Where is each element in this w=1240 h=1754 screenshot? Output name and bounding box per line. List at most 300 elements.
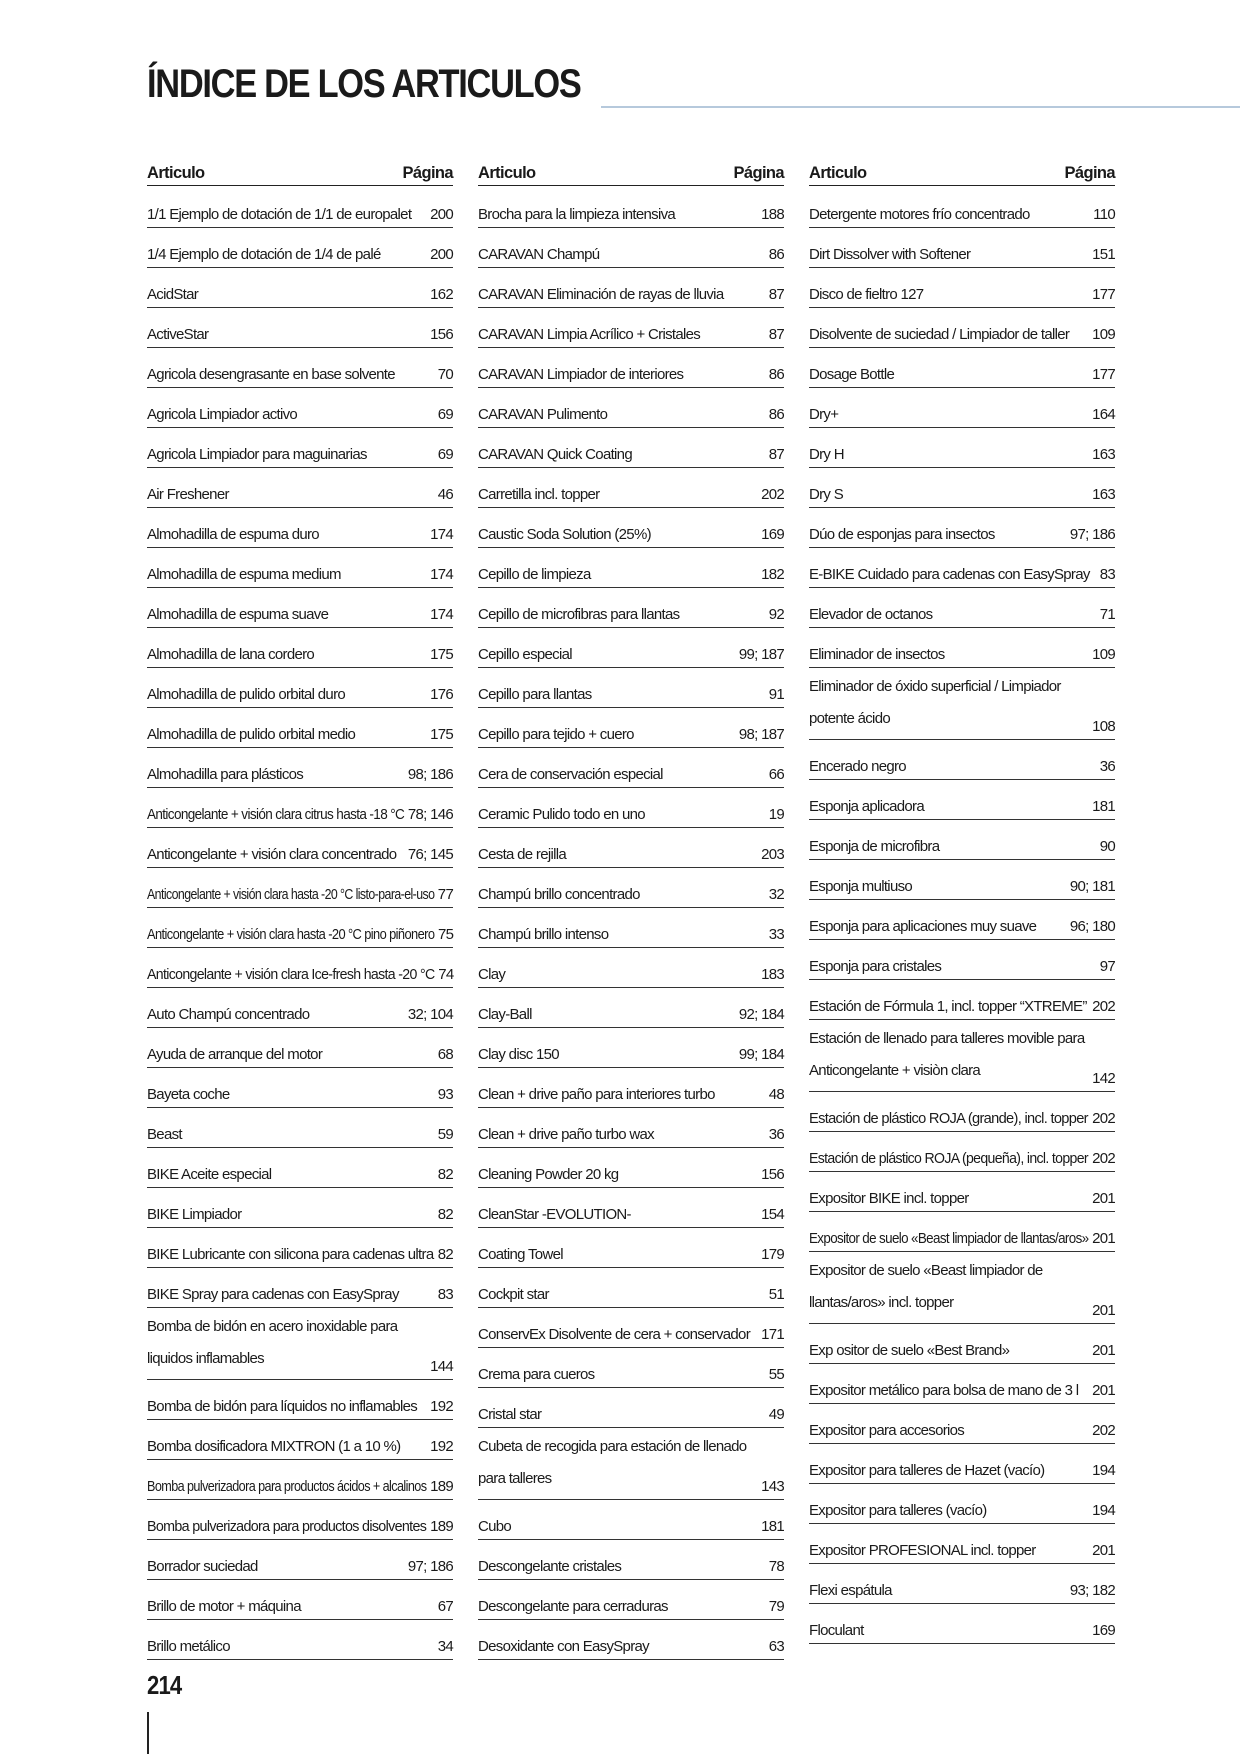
- article-name: Expositor de suelo «Beast limpiador de llantas/aros» incl. topper: [809, 1262, 1043, 1311]
- article-name: Cesta de rejilla: [478, 846, 567, 863]
- article-page: 98; 187: [738, 726, 784, 743]
- index-row: [809, 1524, 1115, 1564]
- article-page: 71: [1099, 606, 1115, 623]
- article-name: Expositor metálico para bolsa de mano de 3 l: [809, 1382, 1079, 1399]
- index-row: [809, 740, 1115, 780]
- article-page: 169: [761, 526, 784, 543]
- article-page: 77: [437, 886, 454, 903]
- index-row: [478, 1540, 784, 1580]
- article-name: Clean + drive paño para interiores turbo: [478, 1086, 715, 1103]
- index-row: [478, 668, 784, 708]
- index-column-1: [147, 160, 453, 1660]
- index-row: [147, 948, 453, 988]
- article-page: 142: [1092, 1070, 1115, 1087]
- index-row: [147, 1308, 453, 1380]
- article-name: Agricola Limpiador para maguinarias: [147, 446, 367, 463]
- index-row: [147, 508, 453, 548]
- article-page: 201: [1092, 1542, 1115, 1559]
- index-row: [809, 780, 1115, 820]
- article-page: 110: [1093, 206, 1115, 223]
- article-name: Esponja para cristales: [809, 958, 942, 975]
- article-page: 177: [1092, 286, 1115, 303]
- article-page: 68: [437, 1046, 453, 1063]
- article-page: 163: [1092, 486, 1115, 503]
- article-name: BIKE Lubricante con silicona para cadenas ultra: [147, 1246, 434, 1263]
- article-name: Anticongelante + visión clara Ice-fresh hasta -20 °C: [147, 966, 435, 983]
- article-name: Brillo de motor + máquina: [147, 1598, 301, 1615]
- article-name: Estación de plástico ROJA (grande), incl. topper: [809, 1110, 1088, 1127]
- article-page: 92; 184: [738, 1006, 784, 1023]
- index-row: [147, 308, 453, 348]
- article-page: 162: [430, 286, 453, 303]
- index-row: [809, 1324, 1115, 1364]
- page-title: ÍNDICE DE LOS ARTICULOS: [147, 62, 581, 106]
- article-page: 83: [1099, 566, 1115, 583]
- article-page: 78; 146: [407, 806, 453, 823]
- article-page: 194: [1092, 1502, 1115, 1519]
- article-name: Almohadilla para plásticos: [147, 766, 304, 783]
- index-row: [147, 1460, 453, 1500]
- article-page: 188: [761, 206, 784, 223]
- index-row: [147, 1108, 453, 1148]
- index-row: [809, 188, 1115, 228]
- index-row: [809, 1604, 1115, 1644]
- index-row: [809, 388, 1115, 428]
- index-rows: [809, 188, 1115, 1644]
- article-name: Flexi espátula: [809, 1582, 892, 1599]
- article-page: 202: [1092, 998, 1115, 1015]
- index-row: [809, 508, 1115, 548]
- article-name: Clean + drive paño turbo wax: [478, 1126, 654, 1143]
- index-row: [147, 828, 453, 868]
- index-row: [809, 1252, 1115, 1324]
- article-name: ConservEx Disolvente de cera + conservador: [478, 1326, 750, 1343]
- index-row: [147, 988, 453, 1028]
- article-page: 202: [761, 486, 784, 503]
- index-row: [147, 1580, 453, 1620]
- index-row: [809, 468, 1115, 508]
- index-row: [478, 1108, 784, 1148]
- article-page: 202: [1092, 1422, 1115, 1439]
- article-page: 156: [761, 1166, 784, 1183]
- index-row: [147, 468, 453, 508]
- article-page: 87: [768, 326, 784, 343]
- index-row: [809, 980, 1115, 1020]
- index-row: [478, 948, 784, 988]
- index-row: [809, 428, 1115, 468]
- article-page: 201: [1092, 1342, 1115, 1359]
- article-page: 163: [1092, 446, 1115, 463]
- index-row: [478, 628, 784, 668]
- article-page: 55: [768, 1366, 784, 1383]
- article-name: Bomba dosificadora MIXTRON (1 a 10 %): [147, 1438, 401, 1455]
- article-name: Cubeta de recogida para estación de llenado para talleres: [478, 1438, 747, 1487]
- article-name: Auto Champú concentrado: [147, 1006, 310, 1023]
- article-name: Estación de llenado para talleres movible para Anticongelante + visiòn clara: [809, 1030, 1085, 1079]
- index-row: [147, 1188, 453, 1228]
- article-name: BIKE Spray para cadenas con EasySpray: [147, 1286, 399, 1303]
- column-header-page: Página: [733, 164, 784, 182]
- article-name: Cubo: [478, 1518, 512, 1535]
- column-header-article: Articulo: [147, 164, 205, 182]
- article-name: Estación de plástico ROJA (pequeña), incl. topper: [809, 1150, 1088, 1167]
- article-name: Cepillo de limpieza: [478, 566, 591, 583]
- article-name: Cleaning Powder 20 kg: [478, 1166, 619, 1183]
- index-row: [809, 860, 1115, 900]
- index-row: [478, 388, 784, 428]
- index-row: [478, 188, 784, 228]
- article-page: 90; 181: [1069, 878, 1115, 895]
- article-page: 201: [1092, 1230, 1115, 1247]
- index-row: [478, 268, 784, 308]
- column-header-article: Articulo: [478, 164, 536, 182]
- article-name: BIKE Aceite especial: [147, 1166, 272, 1183]
- article-name: Brillo metálico: [147, 1638, 230, 1655]
- index-row: [147, 668, 453, 708]
- index-row: [478, 1580, 784, 1620]
- article-page: 171: [761, 1326, 784, 1343]
- index-row: [147, 588, 453, 628]
- index-row: [809, 268, 1115, 308]
- article-name: Detergente motores frío concentrado: [809, 206, 1030, 223]
- article-name: Champú brillo intenso: [478, 926, 609, 943]
- article-page: 109: [1092, 326, 1115, 343]
- article-page: 69: [437, 446, 453, 463]
- index-row: [478, 1188, 784, 1228]
- index-row: [478, 708, 784, 748]
- index-row: [809, 820, 1115, 860]
- article-name: Bomba pulverizadora para productos disolventes: [147, 1518, 427, 1535]
- article-page: 46: [437, 486, 453, 503]
- article-name: Agricola desengrasante en base solvente: [147, 366, 395, 383]
- index-row: [147, 228, 453, 268]
- article-page: 192: [430, 1438, 453, 1455]
- index-row: [147, 1228, 453, 1268]
- article-page: 78: [768, 1558, 784, 1575]
- index-row: [478, 1428, 784, 1500]
- index-row: [809, 1132, 1115, 1172]
- article-page: 200: [430, 206, 453, 223]
- index-row: [147, 1148, 453, 1188]
- article-name: 1/1 Ejemplo de dotación de 1/1 de europalet: [147, 206, 412, 223]
- article-name: Disolvente de suciedad / Limpiador de taller: [809, 326, 1070, 343]
- article-name: Dry S: [809, 486, 844, 503]
- article-name: Crema para cueros: [478, 1366, 595, 1383]
- article-name: Almohadilla de espuma duro: [147, 526, 319, 543]
- title-rule: [601, 106, 1240, 108]
- index-row: [809, 1404, 1115, 1444]
- article-name: Anticongelante + visión clara hasta -20 °C listo-para-el-uso: [147, 886, 435, 903]
- index-row: [809, 1484, 1115, 1524]
- article-name: Floculant: [809, 1622, 864, 1639]
- index-row: [478, 1228, 784, 1268]
- article-name: Bomba de bidón en acero inoxidable para liquidos inflamables: [147, 1318, 398, 1367]
- article-page: 98; 186: [407, 766, 453, 783]
- article-page: 87: [768, 286, 784, 303]
- article-name: Clay-Ball: [478, 1006, 532, 1023]
- index-row: [809, 900, 1115, 940]
- article-page: 59: [437, 1126, 453, 1143]
- index-rows: [147, 188, 453, 1660]
- article-page: 151: [1092, 246, 1115, 263]
- index-rows: [478, 188, 784, 1660]
- article-name: CARAVAN Quick Coating: [478, 446, 632, 463]
- index-row: [478, 868, 784, 908]
- article-name: Eliminador de insectos: [809, 646, 945, 663]
- index-row: [147, 268, 453, 308]
- article-page: 189: [430, 1518, 453, 1535]
- index-row: [478, 1308, 784, 1348]
- index-row: [809, 308, 1115, 348]
- index-row: [147, 348, 453, 388]
- article-name: Ayuda de arranque del motor: [147, 1046, 323, 1063]
- article-name: Dirt Dissolver with Softener: [809, 246, 971, 263]
- article-page: 79: [768, 1598, 784, 1615]
- article-page: 33: [768, 926, 784, 943]
- article-page: 175: [430, 726, 453, 743]
- article-name: Elevador de octanos: [809, 606, 933, 623]
- article-name: Exp ositor de suelo «Best Brand»: [809, 1342, 1010, 1359]
- article-name: Beast: [147, 1126, 182, 1143]
- article-name: Dúo de esponjas para insectos: [809, 526, 995, 543]
- article-name: Brocha para la limpieza intensiva: [478, 206, 676, 223]
- index-row: [147, 1500, 453, 1540]
- index-row: [478, 348, 784, 388]
- index-row: [809, 1212, 1115, 1252]
- article-name: Clay: [478, 966, 506, 983]
- article-name: Anticongelante + visión clara hasta -20 °C pino piñonero: [147, 926, 435, 943]
- article-name: Borrador suciedad: [147, 1558, 258, 1575]
- article-name: CARAVAN Limpiador de interiores: [478, 366, 684, 383]
- article-page: 203: [761, 846, 784, 863]
- index-row: [478, 1620, 784, 1660]
- article-page: 74: [438, 966, 454, 983]
- article-page: 174: [430, 526, 453, 543]
- page-number: 214: [147, 1670, 182, 1700]
- article-page: 76; 145: [407, 846, 453, 863]
- column-header: [147, 160, 453, 186]
- article-page: 97; 186: [407, 1558, 453, 1575]
- article-name: Expositor BIKE incl. topper: [809, 1190, 969, 1207]
- article-page: 90: [1099, 838, 1115, 855]
- article-name: Disco de fieltro 127: [809, 286, 924, 303]
- article-page: 82: [437, 1246, 453, 1263]
- column-header-page: Página: [402, 164, 453, 182]
- article-name: Dosage Bottle: [809, 366, 895, 383]
- article-name: Cepillo especial: [478, 646, 572, 663]
- index-row: [478, 1028, 784, 1068]
- article-name: Cepillo de microfibras para llantas: [478, 606, 680, 623]
- index-row: [147, 1420, 453, 1460]
- article-page: 176: [430, 686, 453, 703]
- article-name: Eliminador de óxido superficial / Limpiador potente ácido: [809, 678, 1061, 727]
- article-page: 87: [768, 446, 784, 463]
- index-row: [147, 188, 453, 228]
- index-row: [478, 1348, 784, 1388]
- article-page: 144: [430, 1358, 453, 1375]
- article-page: 174: [430, 566, 453, 583]
- article-page: 179: [761, 1246, 784, 1263]
- article-name: CARAVAN Pulimento: [478, 406, 608, 423]
- article-name: Descongelante para cerraduras: [478, 1598, 668, 1615]
- article-name: ActiveStar: [147, 326, 209, 343]
- article-page: 182: [761, 566, 784, 583]
- article-name: Expositor para talleres de Hazet (vacío): [809, 1462, 1045, 1479]
- article-page: 69: [437, 406, 453, 423]
- article-page: 177: [1092, 366, 1115, 383]
- article-page: 82: [437, 1206, 453, 1223]
- article-name: Esponja multiuso: [809, 878, 913, 895]
- article-page: 63: [768, 1638, 784, 1655]
- article-page: 97: [1099, 958, 1115, 975]
- article-name: Descongelante cristales: [478, 1558, 622, 1575]
- article-name: Expositor para accesorios: [809, 1422, 965, 1439]
- article-name: Expositor para talleres (vacío): [809, 1502, 987, 1519]
- article-name: Champú brillo concentrado: [478, 886, 640, 903]
- article-name: Cockpit star: [478, 1286, 549, 1303]
- article-name: Carretilla incl. topper: [478, 486, 600, 503]
- index-row: [147, 388, 453, 428]
- article-name: Cepillo para tejido + cuero: [478, 726, 634, 743]
- index-row: [478, 428, 784, 468]
- article-page: 49: [768, 1406, 784, 1423]
- column-header: [809, 160, 1115, 186]
- article-name: Encerado negro: [809, 758, 906, 775]
- article-name: Dry+: [809, 406, 839, 423]
- index-row: [478, 1148, 784, 1188]
- article-name: Bomba de bidón para líquidos no inflamables: [147, 1398, 418, 1415]
- index-row: [478, 588, 784, 628]
- article-name: 1/4 Ejemplo de dotación de 1/4 de palé: [147, 246, 381, 263]
- article-name: Anticongelante + visión clara concentrado: [147, 846, 397, 863]
- article-page: 93: [437, 1086, 453, 1103]
- index-row: [147, 548, 453, 588]
- article-name: Almohadilla de pulido orbital duro: [147, 686, 346, 703]
- article-page: 36: [768, 1126, 784, 1143]
- index-row: [478, 548, 784, 588]
- article-page: 202: [1092, 1150, 1115, 1167]
- index-row: [809, 940, 1115, 980]
- index-row: [478, 1268, 784, 1308]
- article-page: 34: [437, 1638, 453, 1655]
- index-row: [809, 1020, 1115, 1092]
- index-row: [809, 1172, 1115, 1212]
- column-header-page: Página: [1064, 164, 1115, 182]
- article-page: 67: [437, 1598, 453, 1615]
- article-page: 201: [1092, 1190, 1115, 1207]
- article-name: Cristal star: [478, 1406, 542, 1423]
- article-name: Anticongelante + visión clara citrus hasta -18 °C: [147, 806, 405, 823]
- article-page: 200: [430, 246, 453, 263]
- article-page: 156: [430, 326, 453, 343]
- article-page: 201: [1092, 1302, 1115, 1319]
- article-name: CARAVAN Limpia Acrílico + Cristales: [478, 326, 701, 343]
- article-page: 169: [1092, 1622, 1115, 1639]
- index-row: [809, 348, 1115, 388]
- article-page: 36: [1099, 758, 1115, 775]
- article-name: Cera de conservación especial: [478, 766, 663, 783]
- article-page: 194: [1092, 1462, 1115, 1479]
- article-name: Air Freshener: [147, 486, 229, 503]
- article-name: Expositor de suelo «Beast limpiador de llantas/aros»: [809, 1230, 1089, 1247]
- article-name: CleanStar -EVOLUTION-: [478, 1206, 631, 1223]
- article-name: BIKE Limpiador: [147, 1206, 242, 1223]
- article-name: Bomba pulverizadora para productos ácidos + alcalinos: [147, 1478, 427, 1495]
- index-row: [147, 1540, 453, 1580]
- article-page: 181: [761, 1518, 784, 1535]
- index-row: [478, 228, 784, 268]
- column-header-article: Articulo: [809, 164, 867, 182]
- article-page: 201: [1092, 1382, 1115, 1399]
- article-name: AcidStar: [147, 286, 199, 303]
- index-row: [147, 1620, 453, 1660]
- article-page: 189: [430, 1478, 453, 1495]
- article-page: 19: [768, 806, 784, 823]
- index-row: [147, 908, 453, 948]
- article-page: 32: [768, 886, 784, 903]
- index-row: [147, 708, 453, 748]
- index-row: [809, 588, 1115, 628]
- index-row: [478, 1388, 784, 1428]
- article-page: 86: [768, 366, 784, 383]
- article-name: Almohadilla de pulido orbital medio: [147, 726, 356, 743]
- article-name: Desoxidante con EasySpray: [478, 1638, 649, 1655]
- article-page: 183: [761, 966, 784, 983]
- column-header: [478, 160, 784, 186]
- index-row: [809, 1364, 1115, 1404]
- article-name: Agricola Limpiador activo: [147, 406, 298, 423]
- article-page: 99; 184: [738, 1046, 784, 1063]
- index-row: [478, 468, 784, 508]
- article-page: 96; 180: [1069, 918, 1115, 935]
- article-page: 75: [437, 926, 454, 943]
- article-name: Almohadilla de espuma suave: [147, 606, 329, 623]
- article-name: Cepillo para llantas: [478, 686, 592, 703]
- index-row: [147, 628, 453, 668]
- article-page: 99; 187: [738, 646, 784, 663]
- article-page: 97; 186: [1069, 526, 1115, 543]
- article-name: Esponja para aplicaciones muy suave: [809, 918, 1037, 935]
- index-row: [147, 868, 453, 908]
- article-name: Almohadilla de lana cordero: [147, 646, 315, 663]
- article-page: 164: [1092, 406, 1115, 423]
- article-name: Ceramic Pulido todo en uno: [478, 806, 645, 823]
- article-name: Coating Towel: [478, 1246, 563, 1263]
- article-page: 48: [768, 1086, 784, 1103]
- article-name: Esponja de microfibra: [809, 838, 940, 855]
- index-row: [147, 1268, 453, 1308]
- index-row: [147, 428, 453, 468]
- index-row: [478, 748, 784, 788]
- index-row: [809, 1564, 1115, 1604]
- article-name: Bayeta coche: [147, 1086, 230, 1103]
- article-name: Expositor PROFESIONAL incl. topper: [809, 1542, 1036, 1559]
- index-row: [478, 1500, 784, 1540]
- index-row: [809, 1092, 1115, 1132]
- article-page: 202: [1092, 1110, 1115, 1127]
- index-row: [478, 988, 784, 1028]
- article-name: E-BIKE Cuidado para cadenas con EasySpray: [809, 566, 1090, 583]
- article-page: 32; 104: [407, 1006, 453, 1023]
- article-page: 192: [430, 1398, 453, 1415]
- article-name: CARAVAN Eliminación de rayas de lluvia: [478, 286, 724, 303]
- article-page: 175: [430, 646, 453, 663]
- article-page: 92: [768, 606, 784, 623]
- index-row: [478, 308, 784, 348]
- index-row: [478, 788, 784, 828]
- article-page: 154: [761, 1206, 784, 1223]
- article-page: 51: [768, 1286, 784, 1303]
